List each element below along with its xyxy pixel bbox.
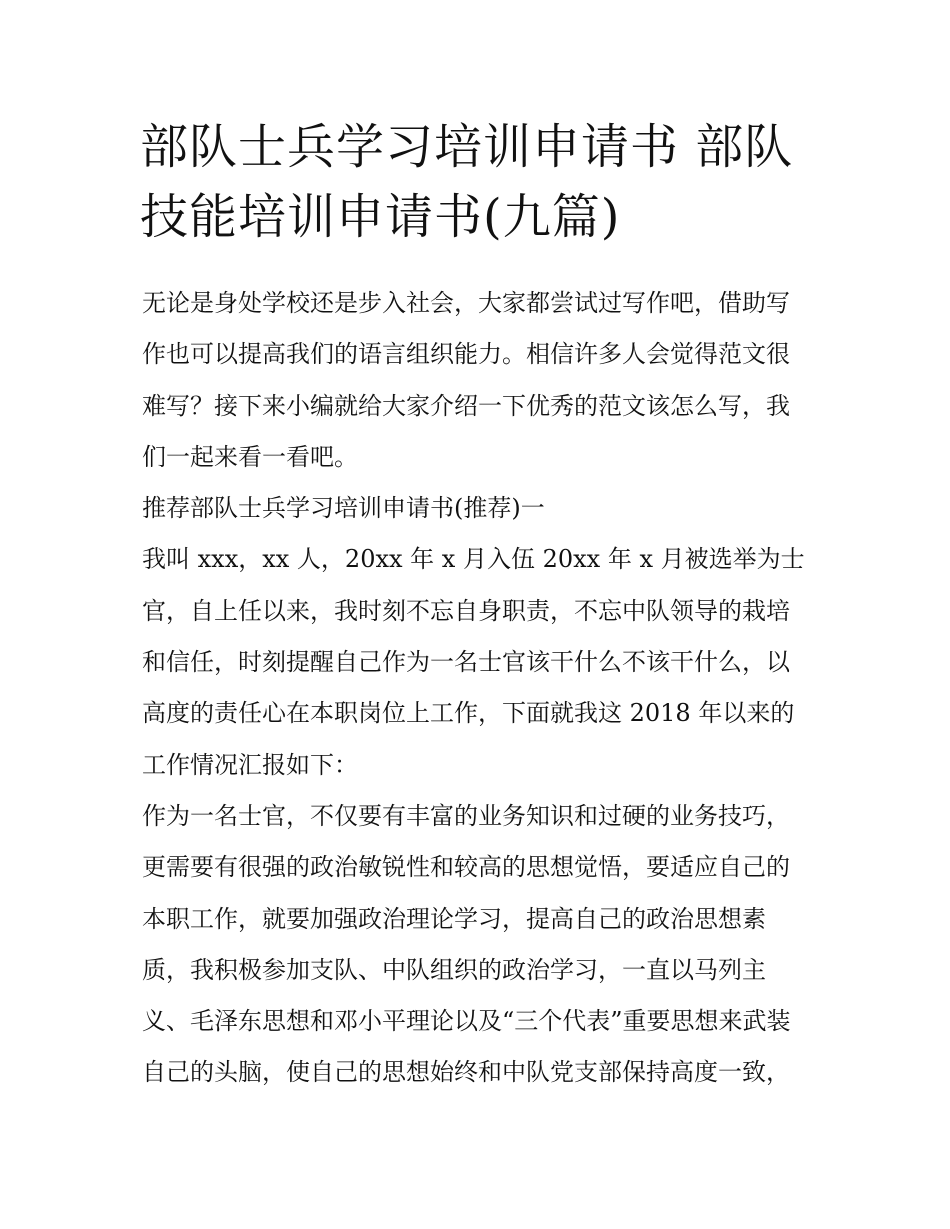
body-line: 难写？接下来小编就给大家介绍一下优秀的范文该怎么写，我: [142, 391, 790, 420]
body-line: 作也可以提高我们的语言组织能力。相信许多人会觉得范文很: [142, 340, 790, 369]
body-line: 自己的头脑，使自己的思想始终和中队党支部保持高度一致，: [142, 1058, 790, 1087]
section-heading: 推荐部队士兵学习培训申请书(推荐)一: [142, 494, 545, 523]
body-line: 我叫 xxx，xx 人，20xx 年 x 月入伍 20xx 年 x 月被选举为士: [142, 545, 805, 574]
body-line: 工作情况汇报如下：: [142, 750, 358, 779]
title-line: 技能培训申请书(九篇): [140, 189, 621, 245]
body-line: 无论是身处学校还是步入社会，大家都尝试过写作吧，借助写: [142, 289, 790, 317]
document-body: [142, 278, 822, 1099]
body-line: 和信任，时刻提醒自己作为一名士官该干什么不该干什么，以: [142, 648, 790, 677]
body-line: 官，自上任以来，我时刻不忘自身职责，不忘中队领导的栽培: [142, 596, 790, 625]
body-line: 更需要有很强的政治敏锐性和较高的思想觉悟，要适应自己的: [142, 853, 790, 882]
body-line: 高度的责任心在本职岗位上工作，下面就我这 2018 年以来的: [142, 699, 795, 728]
body-line: 们一起来看一看吧。: [142, 442, 358, 471]
body-line: 义、毛泽东思想和邓小平理论以及“三个代表”重要思想来武装: [142, 1007, 791, 1036]
body-line: 作为一名士官，不仅要有丰富的业务知识和过硬的业务技巧，: [142, 801, 790, 830]
title-line: 部队士兵学习培训申请书 部队: [140, 119, 794, 175]
body-line: 本职工作，就要加强政治理论学习，提高自己的政治思想素: [142, 904, 766, 933]
body-line: 质，我积极参加支队、中队组织的政治学习，一直以马列主: [142, 955, 766, 984]
document-title: [140, 112, 820, 252]
